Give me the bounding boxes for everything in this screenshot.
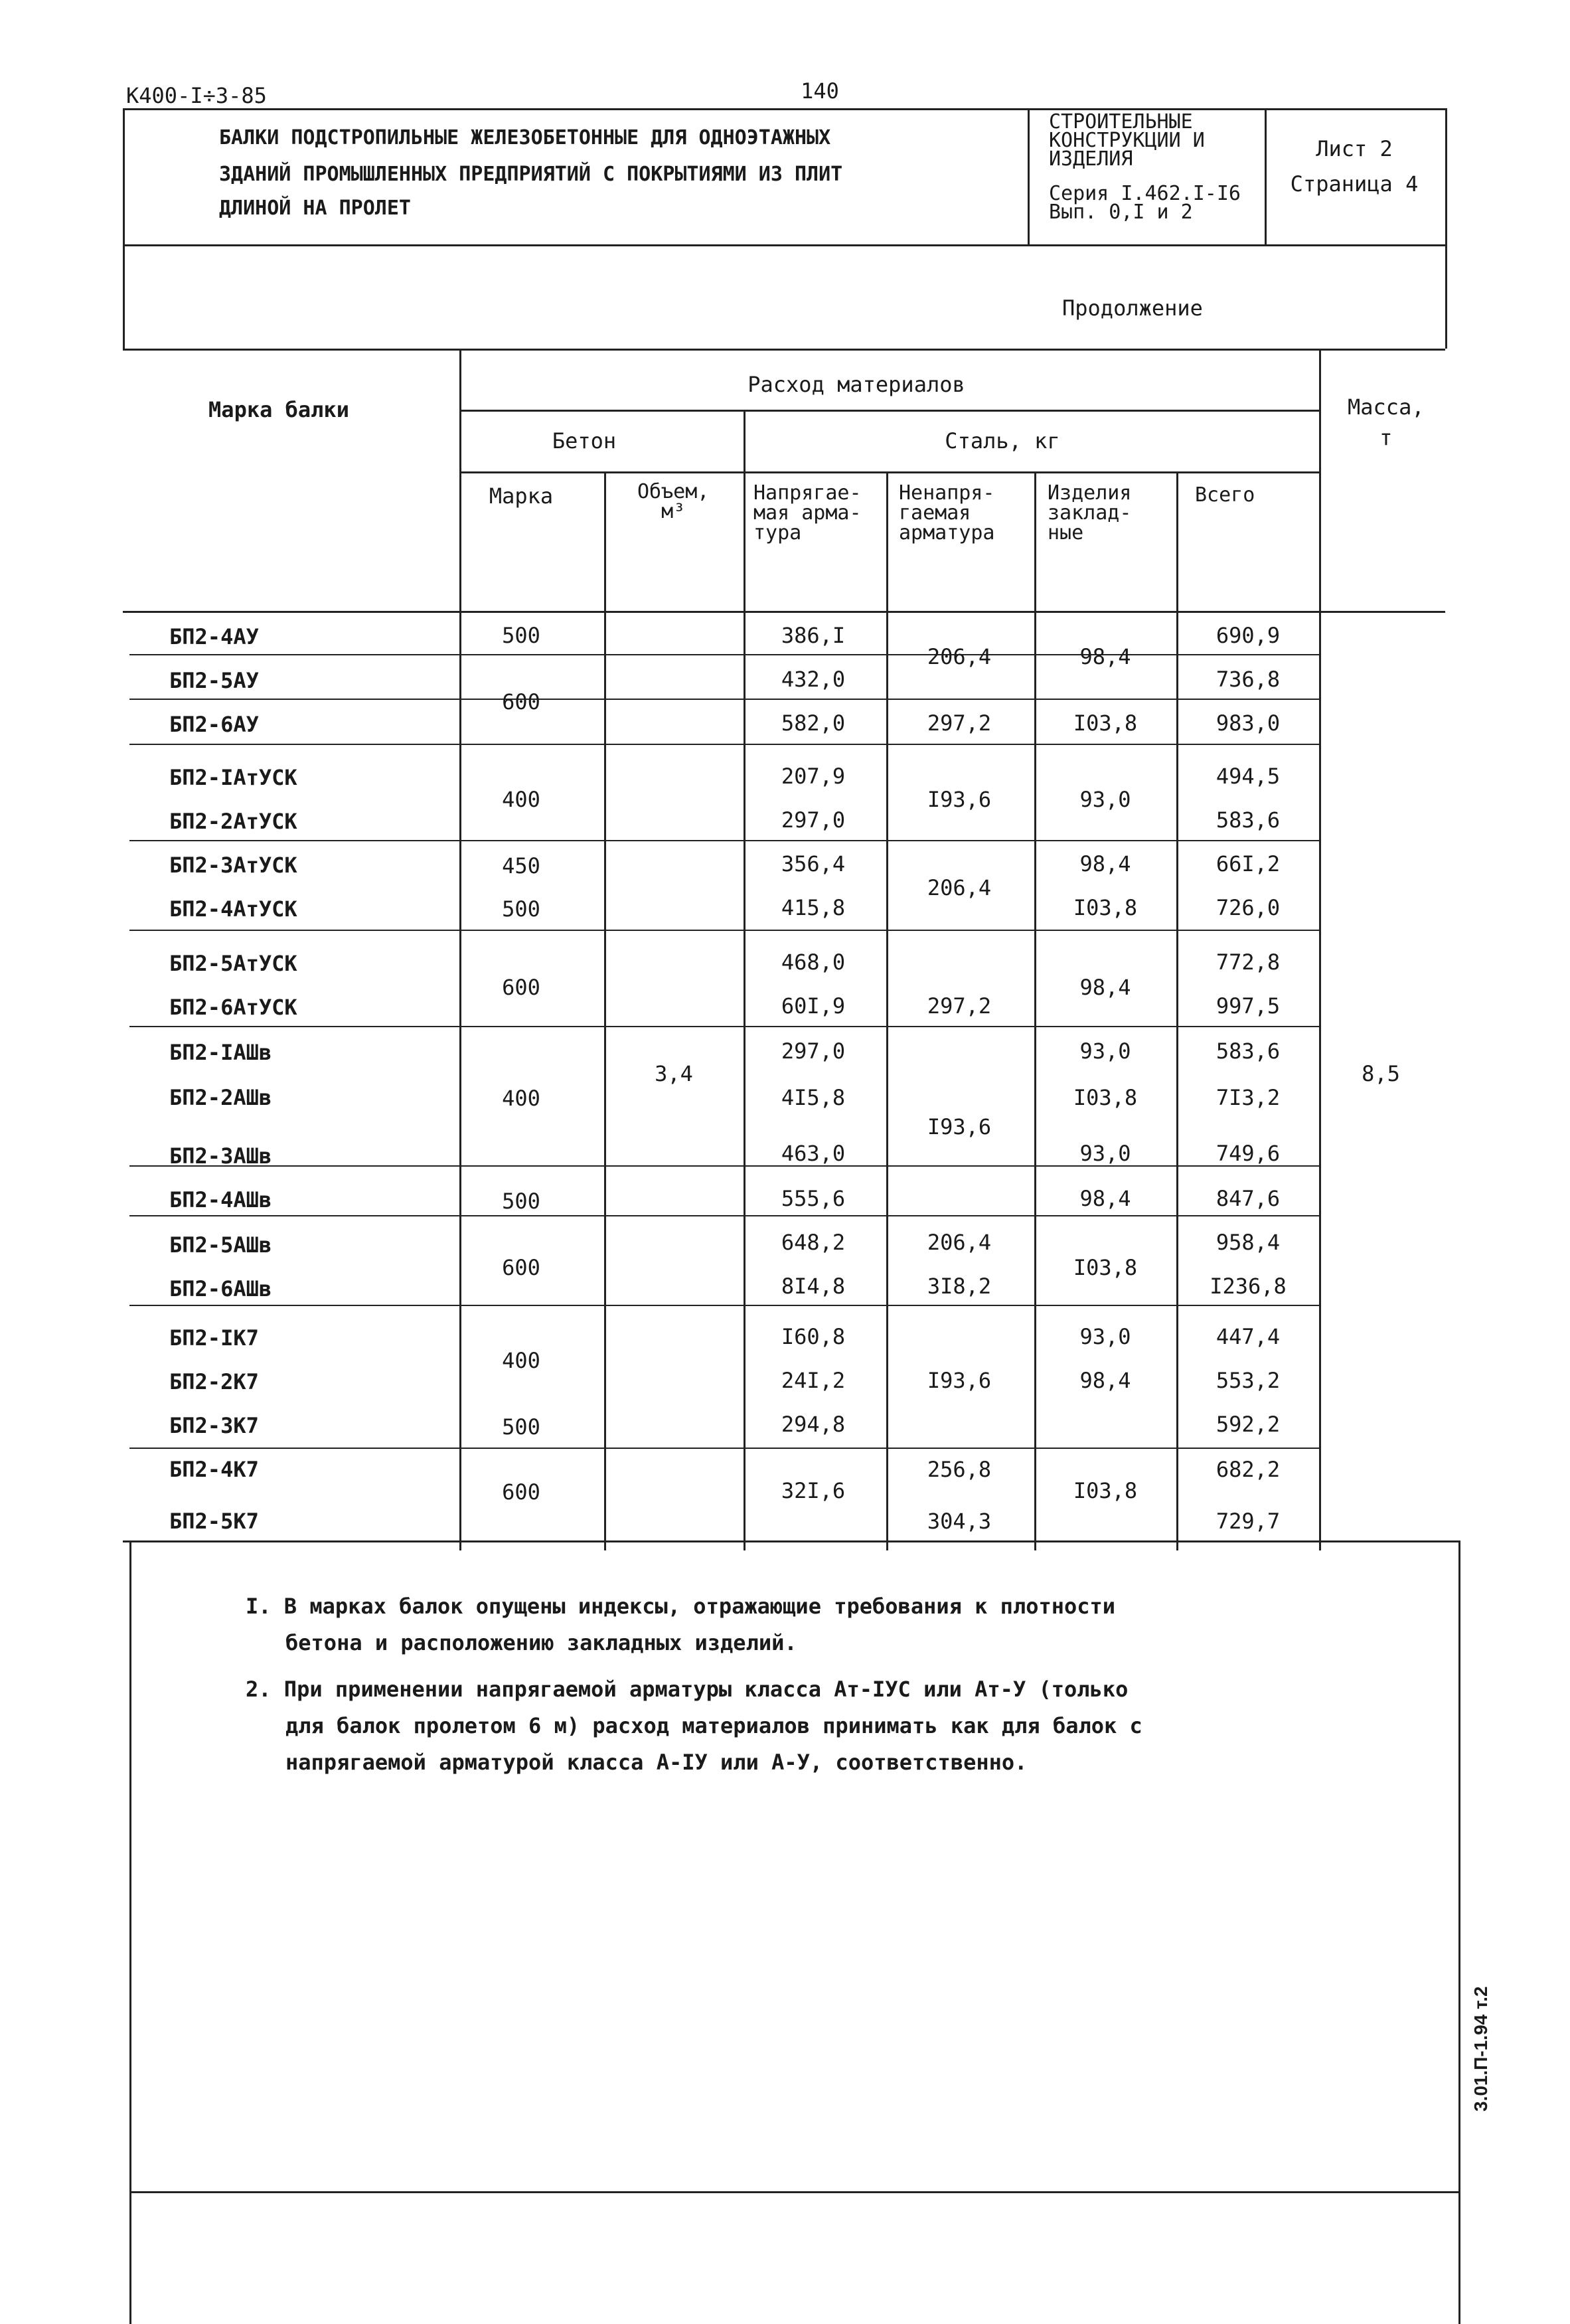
embedded-2: І03,8 — [1073, 710, 1138, 736]
total-8: 772,8 — [1216, 950, 1281, 975]
header-volume: Объем, м³ — [637, 480, 710, 523]
total-18: 592,2 — [1216, 1412, 1281, 1437]
grade-2: 600 — [502, 689, 540, 714]
non-prestressed-8: 3І8,2 — [927, 1274, 992, 1299]
total-5: 583,6 — [1216, 807, 1281, 833]
mark-12: БП2-3АШв — [169, 1143, 272, 1169]
prestressed-14: 648,2 — [781, 1230, 846, 1255]
mark-18: БП2-3К7 — [169, 1413, 259, 1438]
total-19: 682,2 — [1216, 1457, 1281, 1482]
mark-9: БП2-6АтУСК — [169, 995, 297, 1020]
prestressed-13: 555,6 — [781, 1186, 846, 1211]
total-3: 983,0 — [1216, 710, 1281, 736]
header-non-prestressed: Ненапря- гаемая арматура — [899, 481, 995, 544]
prestressed-8: 468,0 — [781, 950, 846, 975]
total-1: 690,9 — [1216, 623, 1281, 648]
mark-13: БП2-4АШв — [169, 1187, 272, 1212]
prestressed-12: 463,0 — [781, 1141, 846, 1166]
prestressed-5: 297,0 — [781, 807, 846, 833]
total-2: 736,8 — [1216, 667, 1281, 692]
mark-11: БП2-2АШв — [169, 1085, 272, 1110]
page-label: Страница 4 — [1290, 171, 1419, 197]
non-prestressed-9: І93,6 — [927, 1368, 992, 1393]
non-prestressed-3: І93,6 — [927, 787, 992, 812]
header-embedded: Изделия заклад- ные — [1048, 481, 1132, 544]
total-16: 447,4 — [1216, 1324, 1281, 1349]
series-line-5: Вып. 0,І и 2 — [1049, 201, 1193, 224]
non-prestressed-11: 304,3 — [927, 1509, 992, 1534]
embedded-4: 98,4 — [1079, 851, 1131, 876]
series-line-4: Серия І.462.І-І6 — [1049, 182, 1241, 205]
prestressed-15: 8І4,8 — [781, 1274, 846, 1299]
prestressed-11: 4І5,8 — [781, 1085, 846, 1110]
header-concrete: Бетон — [552, 428, 617, 454]
non-prestressed-1: 206,4 — [927, 644, 992, 669]
total-7: 726,0 — [1216, 895, 1281, 920]
mark-7: БП2-4АтУСК — [169, 896, 297, 922]
header-steel: Сталь, кг — [945, 428, 1060, 454]
header-total: Всего — [1195, 483, 1255, 507]
total-12: 749,6 — [1216, 1141, 1281, 1166]
prestressed-7: 415,8 — [781, 895, 846, 920]
embedded-3: 93,0 — [1079, 787, 1131, 812]
embedded-7: 93,0 — [1079, 1038, 1131, 1064]
mark-6: БП2-3АтУСК — [169, 853, 297, 878]
note-1-line-1: І. В марках балок опущены индексы, отражающие требования к плотности — [246, 1594, 1116, 1619]
total-13: 847,6 — [1216, 1186, 1281, 1211]
doc-code: К400-І÷3-85 — [126, 83, 267, 108]
non-prestressed-6: І93,6 — [927, 1114, 992, 1139]
series-line-3: ИЗДЕЛИЯ — [1049, 147, 1133, 171]
total-14: 958,4 — [1216, 1230, 1281, 1255]
header-mark: Марка балки — [208, 397, 349, 422]
total-6: 66І,2 — [1216, 851, 1281, 876]
grade-8: 500 — [502, 1189, 540, 1214]
total-15: І236,8 — [1210, 1274, 1287, 1299]
grade-3: 400 — [502, 787, 540, 812]
note-2-line-2: для балок пролетом 6 м) расход материалов принимать как для балок с — [285, 1713, 1142, 1738]
series-line-1: СТРОИТЕЛЬНЫЕ — [1049, 110, 1193, 133]
mark-15: БП2-6АШв — [169, 1276, 272, 1301]
side-stamp: 3.01.П-1.94 т.2 — [1470, 1986, 1491, 2112]
prestressed-19: 32І,6 — [781, 1478, 846, 1503]
grade-7: 400 — [502, 1086, 540, 1111]
note-2-line-1: 2. При применении напрягаемой арматуры класса Ат-ІУС или Ат-У (только — [246, 1677, 1129, 1702]
title-line-3: ДЛИНОЙ НА ПРОЛЕТ — [219, 197, 411, 220]
embedded-9: 93,0 — [1079, 1141, 1131, 1166]
total-10: 583,6 — [1216, 1038, 1281, 1064]
mark-20: БП2-5К7 — [169, 1509, 259, 1534]
mark-16: БП2-ІК7 — [169, 1325, 259, 1351]
embedded-12: 93,0 — [1079, 1324, 1131, 1349]
header-concrete-grade: Марка — [489, 483, 554, 509]
embedded-10: 98,4 — [1079, 1186, 1131, 1211]
header-materials: Расход материалов — [747, 372, 965, 397]
mass-value: 8,5 — [1362, 1061, 1400, 1086]
total-17: 553,2 — [1216, 1368, 1281, 1393]
embedded-8: І03,8 — [1073, 1085, 1138, 1110]
sheet-label: Лист 2 — [1316, 136, 1393, 161]
embedded-14: І03,8 — [1073, 1478, 1138, 1503]
mark-1: БП2-4АУ — [169, 624, 259, 649]
grade-6: 600 — [502, 975, 540, 1000]
embedded-6: 98,4 — [1079, 975, 1131, 1000]
total-9: 997,5 — [1216, 993, 1281, 1019]
non-prestressed-7: 206,4 — [927, 1230, 992, 1255]
grade-12: 600 — [502, 1479, 540, 1505]
total-4: 494,5 — [1216, 764, 1281, 789]
prestressed-9: 60І,9 — [781, 993, 846, 1019]
non-prestressed-4: 206,4 — [927, 875, 992, 900]
mark-2: БП2-5АУ — [169, 668, 259, 693]
mark-17: БП2-2К7 — [169, 1369, 259, 1394]
grade-4: 450 — [502, 853, 540, 878]
volume-value: 3,4 — [655, 1061, 693, 1086]
prestressed-3: 582,0 — [781, 710, 846, 736]
page-number: 140 — [801, 78, 839, 104]
grade-5: 500 — [502, 896, 540, 922]
prestressed-16: І60,8 — [781, 1324, 846, 1349]
grade-1: 500 — [502, 623, 540, 648]
title-line-1: БАЛКИ ПОДСТРОПИЛЬНЫЕ ЖЕЛЕЗОБЕТОННЫЕ ДЛЯ ОДНОЭТАЖНЫХ — [219, 126, 831, 149]
mark-14: БП2-5АШв — [169, 1232, 272, 1258]
prestressed-2: 432,0 — [781, 667, 846, 692]
note-2-line-3: напрягаемой арматурой класса А-ІУ или А-У, соответственно. — [285, 1750, 1028, 1775]
prestressed-17: 24І,2 — [781, 1368, 846, 1393]
non-prestressed-10: 256,8 — [927, 1457, 992, 1482]
note-1-line-2: бетона и расположению закладных изделий. — [285, 1630, 797, 1655]
non-prestressed-5: 297,2 — [927, 993, 992, 1019]
mark-10: БП2-ІАШв — [169, 1040, 272, 1065]
prestressed-18: 294,8 — [781, 1412, 846, 1437]
prestressed-1: 386,І — [781, 623, 846, 648]
prestressed-6: 356,4 — [781, 851, 846, 876]
title-line-2: ЗДАНИЙ ПРОМЫШЛЕННЫХ ПРЕДПРИЯТИЙ С ПОКРЫТИЯМИ ИЗ ПЛИТ — [219, 163, 843, 186]
embedded-5: І03,8 — [1073, 895, 1138, 920]
mark-3: БП2-6АУ — [169, 712, 259, 737]
non-prestressed-2: 297,2 — [927, 710, 992, 736]
total-11: 7І3,2 — [1216, 1085, 1281, 1110]
prestressed-4: 207,9 — [781, 764, 846, 789]
header-mass: Масса, т — [1348, 394, 1425, 450]
grade-11: 500 — [502, 1414, 540, 1440]
header-prestressed: Напрягае- мая арма- тура — [753, 481, 862, 544]
embedded-13: 98,4 — [1079, 1368, 1131, 1393]
total-20: 729,7 — [1216, 1509, 1281, 1534]
mark-5: БП2-2АтУСК — [169, 809, 297, 834]
grade-10: 400 — [502, 1348, 540, 1373]
prestressed-10: 297,0 — [781, 1038, 846, 1064]
series-line-2: КОНСТРУКЦИИ И — [1049, 129, 1205, 152]
mark-8: БП2-5АтУСК — [169, 951, 297, 976]
mark-19: БП2-4К7 — [169, 1457, 259, 1482]
embedded-1: 98,4 — [1079, 644, 1131, 669]
mark-4: БП2-ІАтУСК — [169, 765, 297, 790]
embedded-11: І03,8 — [1073, 1255, 1138, 1280]
continuation-label: Продолжение — [1062, 295, 1203, 321]
grade-9: 600 — [502, 1255, 540, 1280]
